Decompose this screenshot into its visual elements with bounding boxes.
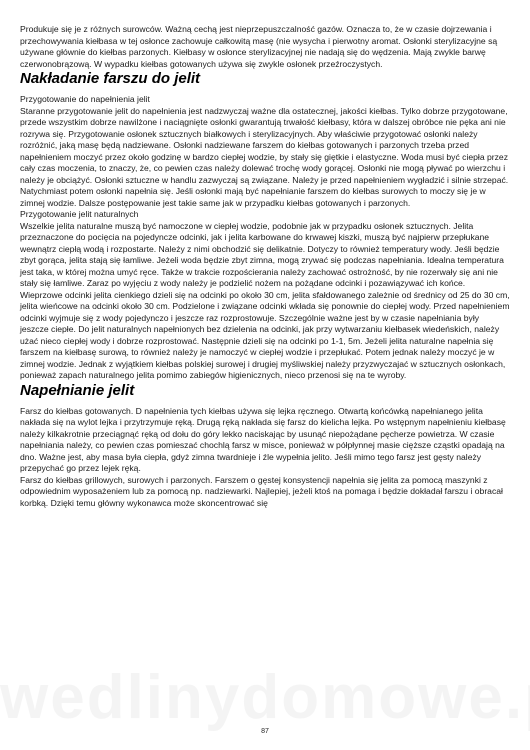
subheading-natural-casings: Przygotowanie jelit naturalnych: [20, 209, 139, 219]
watermark: [0, 662, 530, 733]
document-page: [20, 24, 510, 509]
subheading-casing-preparation: Przygotowanie do napełnienia jelit: [20, 94, 150, 104]
section-heading-filling: Napełnianie jelit: [20, 381, 135, 399]
paragraph-casing-preparation: Staranne przygotowanie jelit do napełnienia jest nadzwyczaj ważne dla ostatecznej, jakości kiełbas. Tylko dobrze przygotowane, przede wszystkim dobrze nawilżone i naciągnięte osłonki gwarantują trwałość kiełbasy, która w dalszej obróbce nie pęka ani nie rozrywa się. Przygotowanie osłonek sztucznych białkowych i sterylizacyjnych. Aby właściwie przygotować osłonki należy rozróżnić, jaką masę będą nadziewane. Osłonki nadziewane farszem do kiełbas gotowanych i parzonych trzeba przed napełnieniem moczyć przez około godzinę w bardzo ciepłej wodzie, by stały się giętkie i elastyczne. Woda musi być ciepła przez cały czas moczenia, to znaczy, że, co pewien czas należy dolewać trochę wody gorącej. Osłonki nie mogą pływać po wierzchu i należy je obciążyć. Osłonki sztuczne w handlu zazwyczaj są związane. Należy je przed napełnieniem wygładzić i silnie strzepać. Natychmiast potem osłonki napełnia się. Jeśli osłonki mają być napełnianie farszem do kiełbas surowych to moczy się je w zimnej wodzie. Dalsze postępowanie jest takie same jak w przypadku kiełbas gotowanych i parzonych.: [20, 105, 509, 208]
paragraph-cooked-sausage-stuffing: Farsz do kiełbas gotowanych. D napełnienia tych kiełbas używa się lejka ręcznego. Otwartą końcówką napełnianego jelita nakłada się na wylot lejka i przytrzymuje ręką. Drugą ręką nakłada się farsz do kielicha lejka. Po wstępnym napełnieniu kiełbasę należy kilkakrotnie przeciągnąć ręką od dołu do góry lekko naciskając by usunąć niepożądane pęcherze powietrza. W czasie napełniania należy, co pewien czas pomieszać chochlą farsz w misce, ponieważ w półpłynnej masie cięższe cząstki opadają na dno. Ważne jest, aby masa była ciepła, gdyż zimna twardnieje i źle wypełnia jelito. Jeśli mimo tego farsz jest gęsty należy przepychać go przez lejek ręką.: [20, 405, 506, 473]
paragraph-grill-sausage-stuffing: Farsz do kiełbas grillowych, surowych i parzonych. Farszem o gęstej konsystencji napełnia się jelita za pomocą maszynki z odpowiednim wyposażeniem lub za pomocą np. nadziewarki. Najlepiej, jeżeli ktoś na pomaga i będzie dokładał farszu i obracał korbką. Dzięki temu główny wykonawca może skoncentrować się: [20, 474, 503, 508]
intro-paragraph: Produkuje się je z różnych surowców. Ważną cechą jest nieprzepuszczalność gazów. Oznacza to, że w czasie dojrzewania i przechowywania kiełbasa w tej osłonce zachowuje całkowitą masę (nie wysycha i pierwotny aromat. Osłonki sterylizacyjne są używane głównie do kiełbas parzonych. Kiełbasy w osłonce sterylizacyjnej nie nadają się do wędzenia. Mają zwykle barwę czerwonobrązową. W wypadku kiełbas gotowanych używa się zwykle osłonek przeźroczystych.: [20, 24, 498, 69]
page-number: 87: [261, 728, 269, 735]
section-heading-stuffing: Nakładanie farszu do jelit: [20, 70, 201, 87]
paragraph-natural-casings: Wszelkie jelita naturalne muszą być namoczone w ciepłej wodzie, podobnie jak w przypadku osłonek sztucznych. Jelita przeznaczone do pocięcia na pojedyncze odcinki, jak i jelita karbowane do krwawej kiszki, muszą być najpierw przepłukane wewnątrz ciepłą wodą i rozpostarte. Należy z nimi obchodzić się delikatnie. Dotyczy to również temperatury wody. Jeśli będzie zbyt gorąca, jelita stają się łamliwe. Jeżeli woda będzie zbyt zimna, mogą zrywać się podczas napełniania. Idealna temperatura jest taka, w której można umyć ręce. Także w trakcie rozpościerania należy zachować ostrożność, by nie rozerwały się ani nie stały się łamliwe. Zaraz po wyjęciu z wody należy je podzielić nożem na pożądane odcinki i pozawiązywać ich końce. Wieprzowe odcinki jelita cienkiego dzieli się na odcinki po około 30 cm, jelita sfałdowanego zależnie od średnicy od 25 do 30 cm, jelita wieńcowe na odcinki około 30 cm. Podzielone i związane odcinki wkłada się ponownie do ciepłej wody. Przed napełnieniem odcinki wyjmuje się z wody pojedynczo i jeszcze raz rozprostowuje. Szczególnie ważne jest by w czasie napełniania były jeszcze ciepłe. Do jelit naturalnych napełnionych bez dzielenia na odcinki, jak przy wytwarzaniu kiełbasek wiedeńskich, należy użać nieco ciepłej wody i dobrze rozprostować. Następnie dzieli się na odcinki po 1-1, 5m. Jeżeli jelita naturalne napełnia się farszem na kiełbasę surową, to również należy je namoczyć w ciepłej wodzie i przepłukać. Potem jednak należy moczyć je w zimnej wodzie. Jednak z wyjątkiem kiełbas polskiej surowej i drugiej myśliwskiej należy przyzwyczajać w sztucznych osłonkach, ponieważ zapach naturalnego jelita pomimo zabiegów higienicznych, nieco przenosi się na te wyroby.: [20, 220, 510, 380]
